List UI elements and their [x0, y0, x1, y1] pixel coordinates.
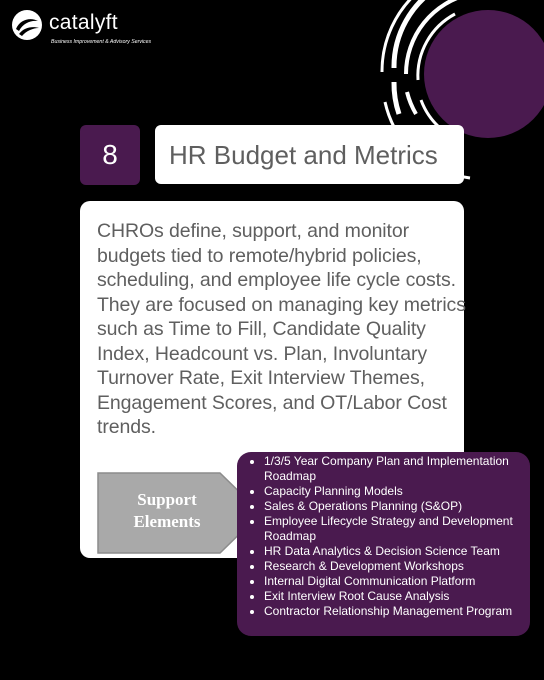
- slide-number-badge: [80, 125, 140, 185]
- list-item: • Employee Lifecycle Strategy and Development Roadmap: [264, 514, 524, 544]
- brand-name: catalyft: [49, 11, 118, 34]
- slide-body-text: CHROs define, support, and monitor budgets tied to remote/hybrid policies, scheduling, and employee life cycle costs. They are focused on managing key metrics such as Time to Fill, Candidate Quality Index, Headcount vs. Plan, Involuntary Turnover Rate, Exit Interview Themes, Engagement Scores, and OT/Labor Cost trends.: [97, 220, 466, 438]
- support-elements-label: Support Elements: [133, 490, 201, 531]
- slide-number: 8: [102, 139, 118, 170]
- list-item: • Internal Digital Communication Platform: [264, 574, 524, 589]
- catalyft-logo: [11, 9, 161, 43]
- slide-title: HR Budget and Metrics: [169, 139, 438, 170]
- support-elements-panel: [237, 452, 530, 636]
- list-item: • Sales & Operations Planning (S&OP): [264, 499, 524, 514]
- list-item: • Exit Interview Root Cause Analysis: [264, 589, 524, 604]
- list-item: • Research & Development Workshops: [264, 559, 524, 574]
- list-item: • 1/3/5 Year Company Plan and Implementation Roadmap: [264, 454, 524, 484]
- decorative-purple-circle: [424, 10, 544, 138]
- brand-tagline: Business Improvement & Advisory Services: [51, 39, 152, 45]
- title-box: [155, 125, 464, 184]
- list-item: • Contractor Relationship Management Program: [264, 604, 524, 619]
- catalyft-swirl-icon: [11, 9, 43, 41]
- list-item: • Capacity Planning Models: [264, 484, 524, 499]
- list-item: • HR Data Analytics & Decision Science Team: [264, 544, 524, 559]
- support-elements-list: [247, 454, 524, 619]
